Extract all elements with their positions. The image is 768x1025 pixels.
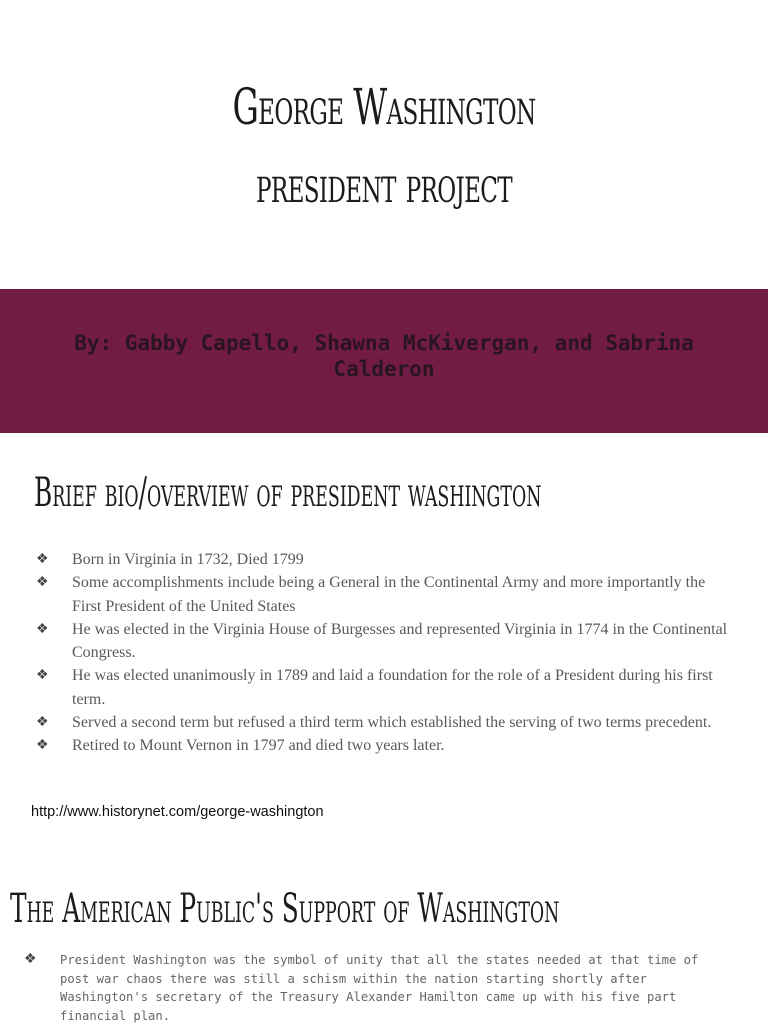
bio-bullet-text: Retired to Mount Vernon in 1797 and died two years later. [72,737,445,755]
bio-bullet-item [36,711,736,734]
source-link[interactable]: http://www.historynet.com/george-washington [31,804,324,820]
bio-bullet-item [36,571,736,618]
bio-bullet-item [36,548,736,571]
bio-bullet-item [36,618,736,665]
diamond-bullet-icon: ❖ [36,668,49,684]
diamond-bullet-icon: ❖ [36,575,49,591]
title-line-2: president project [255,156,513,214]
bio-bullet-text: Some accomplishments include being a General in the Continental Army and more importantly the First President of the United States [72,574,706,615]
diamond-bullet-icon: ❖ [36,715,49,731]
title-line-1: George Washington [232,78,536,136]
bio-bullet-list [36,548,736,758]
support-bullet-item [24,951,724,1025]
support-heading: The American Public's Support of Washington [10,886,560,932]
bio-heading: Brief bio/overview of president washington [34,470,542,516]
bio-bullet-item [36,734,736,757]
diamond-bullet-icon: ❖ [36,552,49,567]
authors-text: By: Gabby Capello, Shawna McKivergan, and Sabrina Calderon [74,331,694,381]
bio-bullet-text: Born in Virginia in 1732, Died 1799 [72,551,304,568]
title-slide [0,0,768,289]
presentation-title [131,68,638,224]
bio-bullet-text: Served a second term but refused a third term which established the serving of two terms precedent. [72,714,712,732]
diamond-bullet-icon: ❖ [36,621,49,637]
bio-bullet-text: He was elected unanimously in 1789 and laid a foundation for the role of a President during his first term. [72,667,713,708]
diamond-bullet-icon: ❖ [24,952,37,967]
support-bullet-text: President Washington was the symbol of unity that all the states needed at that time of post war chaos there was still a schism within the nation starting shortly after Washington's secretary of the Treasury Alexander Hamilton came up with his five part financial plan. [60,953,699,1023]
bio-bullet-item [36,664,736,711]
bio-bullet-text: He was elected in the Virginia House of Burgesses and represented Virginia in 1774 in the Continental Congress. [72,620,728,662]
diamond-bullet-icon: ❖ [36,738,49,754]
